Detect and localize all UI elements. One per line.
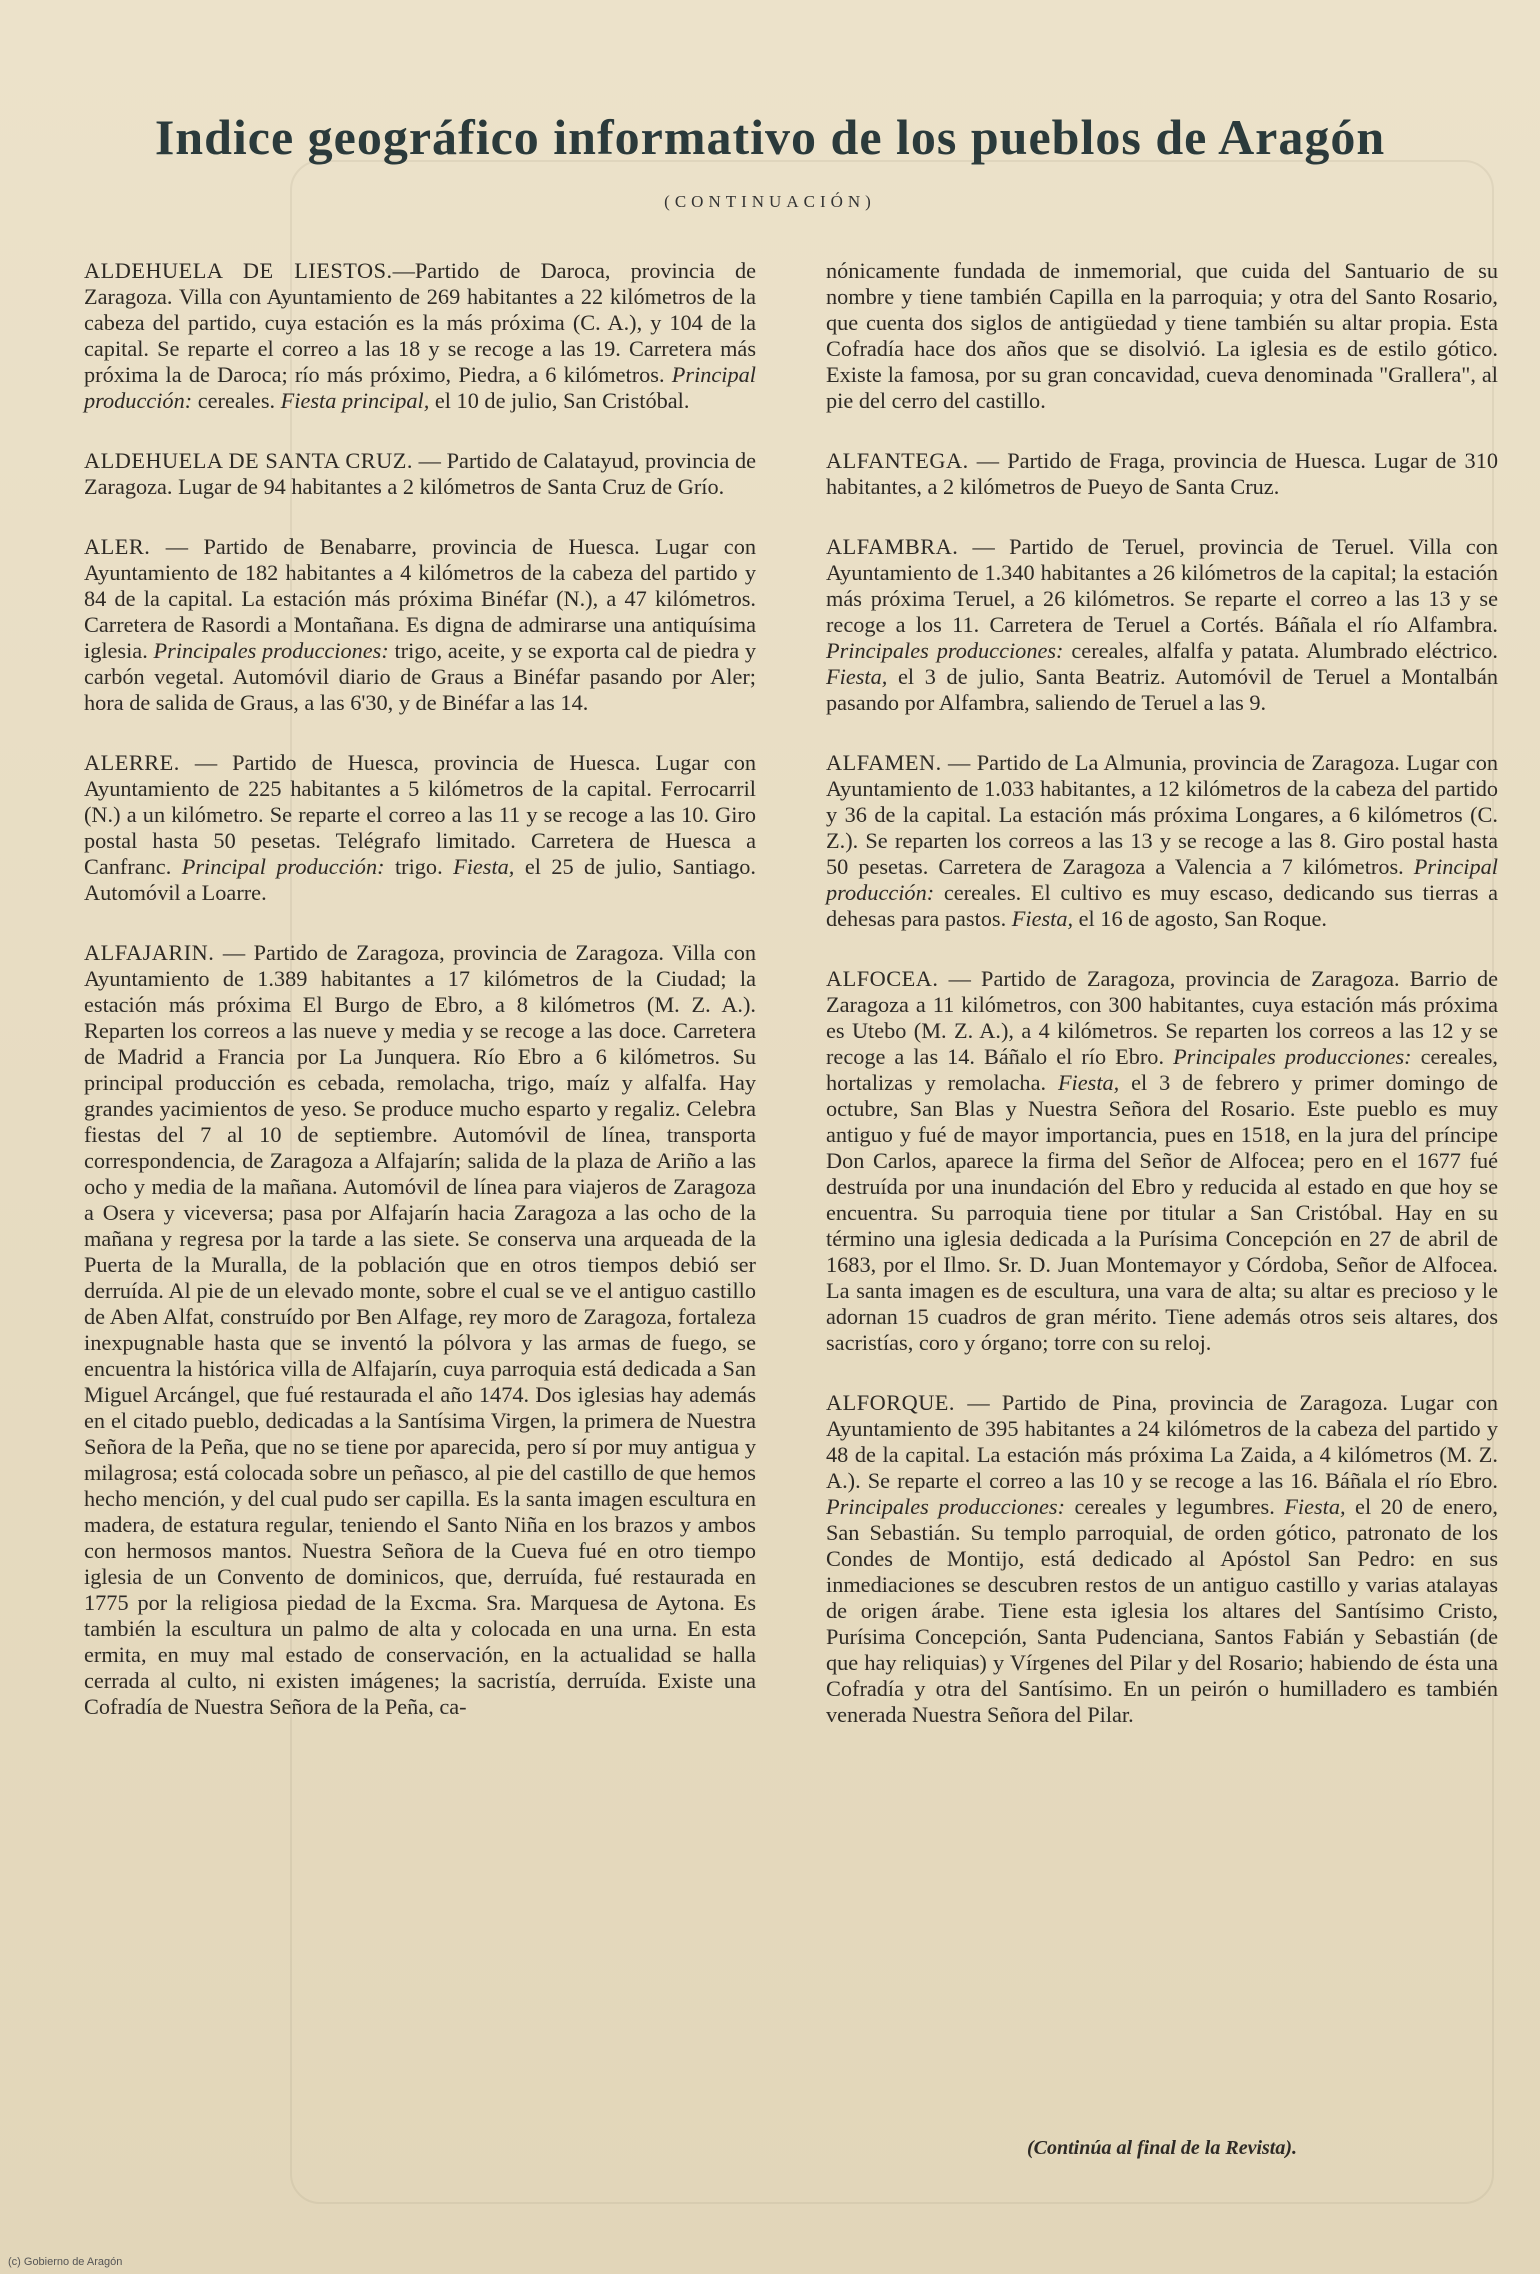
gazetteer-entry xyxy=(84,448,756,500)
entry-text: cereales, hortalizas y remolacha. xyxy=(826,1044,1498,1095)
entry-town-name: ALFANTEGA. xyxy=(826,448,969,473)
entry-text: trigo, aceite, y se exporta cal de piedra y carbón vegetal. Automóvil diario de Graus a Binéfar pasando por Aler; hora de salida de Graus, a las 6'30, y de Binéfar a las 14. xyxy=(84,638,756,715)
entry-field-label: Principales producciones: xyxy=(826,1494,1065,1519)
entry-text: el 16 de agosto, San Roque. xyxy=(1073,906,1327,931)
entry-town-name: ALFAJARIN. xyxy=(84,940,215,965)
entry-town-name: ALFAMEN. xyxy=(826,750,942,775)
entry-text: el 20 de enero, San Sebastián. Su templo parroquial, de orden gótico, patronato de los Condes de Montijo, está dedicado al Apóstol San Pedro: en sus inmediaciones se descubren restos de un antiguo castillo y varias atalayas de origen árabe. Tiene esta iglesia los altares del Santísimo Cristo, Purísima Concepción, Santa Pudenciana, Santos Fabián y Sebastián (de que hay reliquias) y Vírgenes del Pilar y del Rosario; habiendo de ésta una Cofradía y otra del Santísimo. En un peirón o humilladero es también venerada Nuestra Señora del Pilar. xyxy=(826,1494,1498,1727)
entry-text: el 3 de febrero y primer domingo de octubre, San Blas y Nuestra Señora del Rosario. Este pueblo es muy antiguo y fué de mayor importancia, pues en 1518, en la jura del príncipe Don Carlos, aparece la firma del Señor de Alfocea; pero en el 1677 fué destruída por una inundación del Ebro y reducida al estado en que hoy se encuentra. Su parroquia tiene por titular a San Cristóbal. Hay en su término una iglesia dedicada a la Purísima Concepción en 27 de abril de 1683, por el Ilmo. Sr. D. Juan Montemayor y Córdoba, Señor de Alfocea. La santa imagen es de escultura, una vara de alta; su altar es precioso y le adornan 15 cuadros de gran mérito. Tiene además otros seis altares, dos sacristías, coro y órgano; torre con su reloj. xyxy=(826,1070,1498,1355)
entry-text: el 3 de julio, Santa Beatriz. Automóvil de Teruel a Montalbán pasando por Alfambra, saliendo de Teruel a las 9. xyxy=(826,664,1498,715)
entry-field-label: Fiesta, xyxy=(1011,906,1074,931)
entry-text: — Partido de Teruel, provincia de Teruel. Villa con Ayuntamiento de 1.340 habitantes a 26 kilómetros de la capital; la estación más próxima Teruel, a 26 kilómetros. Se reparte el correo a las 13 y se recoge a los 11. Carretera de Teruel a Cortés. Báñala el río Alfambra. xyxy=(826,534,1498,637)
entry-field-label: Fiesta, xyxy=(1284,1494,1346,1519)
entry-field-label: Fiesta, xyxy=(453,854,515,879)
entry-field-label: Principal producción: xyxy=(84,362,756,413)
gazetteer-entry xyxy=(826,750,1498,932)
page-title: Indice geográfico informativo de los pueblos de Aragón xyxy=(154,109,1386,165)
entry-text: —Partido de Daroca, provincia de Zaragoza. Villa con Ayuntamiento de 269 habitantes a 22 kilómetros de la cabeza del partido, cuya estación es la más próxima (C. A.), y 104 de la capital. Se reparte el correo a las 18 y se recoge a las 19. Carretera más próxima la de Daroca; río más próximo, Piedra, a 6 kilómetros. xyxy=(84,258,756,387)
gazetteer-entry xyxy=(826,1390,1498,1728)
entry-town-name: ALER. xyxy=(84,534,151,559)
gazetteer-entry xyxy=(84,258,756,414)
entry-text: — Partido de La Almunia, provincia de Zaragoza. Lugar con Ayuntamiento de 1.033 habitantes, a 12 kilómetros de la cabeza del partido y 36 de la capital. La estación más próxima Longares, a 6 kilómetros (C. Z.). Se reparten los correos a las 13 y se recoge a las 8. Giro postal hasta 50 pesetas. Carretera de Zaragoza a Valencia a 7 kilómetros. xyxy=(826,750,1498,879)
entry-text: cereales y legumbres. xyxy=(1065,1494,1285,1519)
continuation-note: (Continúa al final de la Revista). xyxy=(1026,2137,1298,2159)
entry-town-name: ALFOCEA. xyxy=(826,966,939,991)
gazetteer-entry xyxy=(84,750,756,906)
entry-text: — Partido de Fraga, provincia de Huesca. Lugar de 310 habitantes, a 2 kilómetros de Pueyo de Santa Cruz. xyxy=(826,448,1498,499)
entry-text: — Partido de Zaragoza, provincia de Zaragoza. Villa con Ayuntamiento de 1.389 habitantes a 17 kilómetros de la Ciudad; la estación más próxima El Burgo de Ebro, a 8 kilómetros (M. Z. A.). Reparten los correos a las nueve y media y se recoge a las doce. Carretera de Madrid a Francia por La Junquera. Río Ebro a 6 kilómetros. Su principal producción es cebada, remolacha, trigo, maíz y alfalfa. Hay grandes yacimientos de yeso. Se produce mucho esparto y regaliz. Celebra fiestas del 7 al 10 de septiembre. Automóvil de línea, transporta correspondencia, de Zaragoza a Alfajarín; salida de la plaza de Ariño a las ocho y media de la mañana. Automóvil de línea para viajeros de Zaragoza a Osera y viceversa; pasa por Alfajarín hacia Zaragoza a las ocho de la mañana y regresa por la tarde a las siete. Se conserva una arqueada de la Puerta de la Muralla, de la población que en otros tiempos debió ser derruída. Al pie de un elevado monte, sobre el cual se ve el antiguo castillo de Aben Alfat, construído por Ben Alfage, rey moro de Zaragoza, fortaleza inexpugnable hasta que se inventó la pólvora y las armas de fuego, se encuentra la histórica villa de Alfajarín, cuya parroquia está dedicada a San Miguel Arcángel, que fué restaurada el año 1474. Dos iglesias hay además en el citado pueblo, dedicadas a la Santísima Virgen, la primera de Nuestra Señora de la Peña, que no se tiene por aparecida, pero sí por muy antigua y milagrosa; está colocada sobre un peñasco, al pie del castillo de que hemos hecho mención, y del cual pudo ser capilla. Es la santa imagen escultura en madera, de estatura regular, teniendo el Santo Niña en los brazos y ambos con hermosos mantos. Nuestra Señora de la Cueva fué en otro tiempo iglesia de un Convento de dominicos, que, derruída, fué restaurada en 1775 por la religiosa piedad de la Excma. Sra. Marquesa de Aytona. Es también la escultura un palmo de alta y colocada en una urna. En esta ermita, en muy mal estado de conservación, en la actualidad se halla cerrada al culto, ni existen imágenes; la sacristía, derruída. Existe una Cofradía de Nuestra Señora de la Peña, ca- xyxy=(84,940,756,1719)
left-column xyxy=(84,258,756,1754)
page-subtitle: (CONTINUACIÓN) xyxy=(664,192,876,211)
entry-field-label: Principal producción: xyxy=(826,854,1498,905)
right-column xyxy=(826,258,1498,1762)
gazetteer-entry xyxy=(826,966,1498,1356)
entry-field-label: Fiesta principal, xyxy=(280,388,430,413)
entry-field-label: Principales producciones: xyxy=(826,638,1064,663)
entry-text: trigo. xyxy=(384,854,454,879)
gazetteer-entry xyxy=(84,940,756,1720)
copyright-credit: (c) Gobierno de Aragón xyxy=(8,2256,123,2268)
entry-text: — Partido de Pina, provincia de Zaragoza. Lugar con Ayuntamiento de 395 habitantes a 24 kilómetros de la cabeza del partido y 48 de la capital. La estación más próxima La Zaida, a 4 kilómetros (M. Z. A.). Se reparte el correo a las 10 y se recoge a las 16. Báñala el río Ebro. xyxy=(826,1390,1498,1493)
entry-text: — Partido de Benabarre, provincia de Huesca. Lugar con Ayuntamiento de 182 habitantes a 4 kilómetros de la cabeza del partido y 84 de la capital. La estación más próxima Binéfar (N.), a 47 kilómetros. Carretera de Rasordi a Montañana. Es digna de admirarse una antiquísima iglesia. xyxy=(84,534,756,663)
entry-field-label: Principal producción: xyxy=(181,854,385,879)
entry-town-name: ALERRE. xyxy=(84,750,180,775)
gazetteer-entry xyxy=(826,258,1498,414)
gazetteer-entry xyxy=(826,448,1498,500)
entry-town-name: ALDEHUELA DE SANTA CRUZ. xyxy=(84,448,413,473)
entry-text: cereales, alfalfa y patata. Alumbrado eléctrico. xyxy=(1063,638,1498,663)
entry-text: — Partido de Calatayud, provincia de Zaragoza. Lugar de 94 habitantes a 2 kilómetros de Santa Cruz de Grío. xyxy=(84,448,756,499)
entry-text: — Partido de Huesca, provincia de Huesca. Lugar con Ayuntamiento de 225 habitantes a 5 kilómetros de la capital. Ferrocarril (N.) a un kilómetro. Se reparte el correo a las 11 y se recoge a las 10. Giro postal hasta 50 pesetas. Telégrafo limitado. Carretera de Huesca a Canfranc. xyxy=(84,750,756,879)
entry-field-label: Principales producciones: xyxy=(1173,1044,1412,1069)
entry-text: el 10 de julio, San Cristóbal. xyxy=(429,388,690,413)
gazetteer-entry xyxy=(84,534,756,716)
gazetteer-entry xyxy=(826,534,1498,716)
entry-text: cereales. El cultivo es muy escaso, dedicando sus tierras a dehesas para pastos. xyxy=(826,880,1498,931)
entry-town-name: ALFAMBRA. xyxy=(826,534,959,559)
entry-text: cereales. xyxy=(192,388,281,413)
entry-town-name: ALDEHUELA DE LIESTOS. xyxy=(84,258,393,283)
entry-town-name: ALFORQUE. xyxy=(826,1390,955,1415)
entry-text: — Partido de Zaragoza, provincia de Zaragoza. Barrio de Zaragoza a 11 kilómetros, con 300 habitantes, cuya estación más próxima es Utebo (M. Z. A.), a 4 kilómetros. Se reparten los correos a las 12 y se recoge a las 14. Báñalo el río Ebro. xyxy=(826,966,1498,1069)
entry-text: el 25 de julio, Santiago. Automóvil a Loarre. xyxy=(84,854,757,905)
entry-field-label: Fiesta, xyxy=(826,664,888,689)
entry-field-label: Fiesta, xyxy=(1057,1070,1120,1095)
entry-field-label: Principales producciones: xyxy=(153,638,389,663)
entry-text: nónicamente fundada de inmemorial, que cuida del Santuario de su nombre y tiene también Capilla en la parroquia; y otra del Santo Rosario, que cuenta dos siglos de antigüedad y tiene también su altar propia. Esta Cofradía hace dos años que se disolvió. La iglesia es de estilo gótico. Existe la famosa, por su gran concavidad, cueva denominada "Grallera", al pie del cerro del castillo. xyxy=(826,258,1498,413)
